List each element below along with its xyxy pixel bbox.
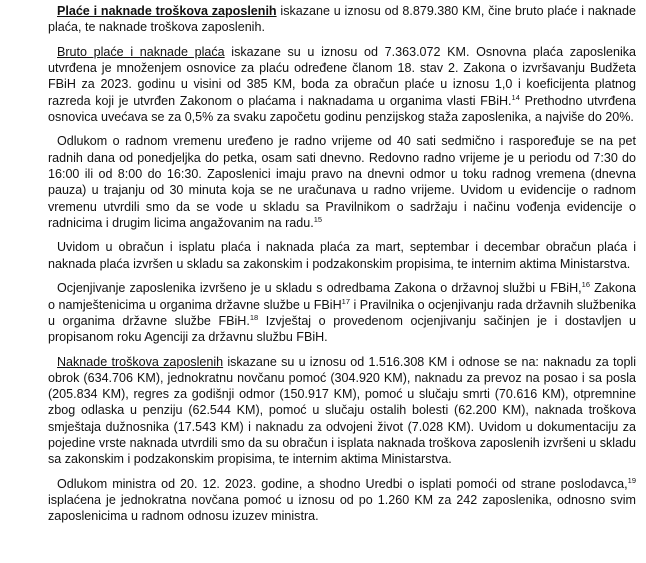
paragraph-salaries-total	[48, 3, 636, 36]
paragraph-payroll-review	[48, 239, 636, 272]
paragraph-gross-salaries	[48, 44, 636, 125]
paragraph-employee-expenses	[48, 354, 636, 468]
paragraph-text: Odlukom ministra od 20. 12. 2023. godine, a shodno Uredbi o isplati pomoći od strane poslodavca,	[57, 476, 628, 491]
footnote-ref-14[interactable]: 14	[511, 92, 520, 102]
footnote-ref-18[interactable]: 18	[249, 312, 259, 322]
footnote-ref-15[interactable]: 15	[313, 214, 323, 224]
paragraph-text: iskazane u iznosu od 8.879.380 KM, čine bruto plaće i naknade plaća, te naknade troškova zaposlenih.	[48, 4, 636, 35]
paragraph-text: iskazane su u iznosu od 1.516.308 KM i odnose se na: naknadu za topli obrok (634.706 KM), jednokratnu novčanu pomoć (304.920 KM), naknadu za prevoz na posao i sa posla (205.834 KM), regres za godišnji odmor (150.917 KM), pomoć u slučaju smrti (70.616 KM), otpremnine zbog odlaska u penziju (62.544 KM), pomoć u slučaju ostalih bolesti (62.200 KM), naknada troškova smještaja dužnosnika (17.543 KM) i naknadu za odvojeni život (7.028 KM). Uvidom u dokumentaciju za pojedine vrste naknada utvrdili smo da su obračun i isplata naknada troškova zaposlenih izvršeni u skladu sa zakonskim i podzakonskim propisima, te internim aktima Ministarstva.	[48, 354, 637, 467]
footnote-ref-19[interactable]: 19	[627, 475, 636, 485]
footnote-ref-17[interactable]: 17	[341, 296, 350, 306]
paragraph-text: Uvidom u obračun i isplatu plaća i naknada plaća za mart, septembar i decembar obračun plaća i naknada plaća izvršen u skladu sa zakonskim i podzakonskim propisima, te internim aktima Ministarstva.	[48, 240, 636, 271]
paragraph-text: iskazane su u iznosu od 7.363.072 KM. Osnovna plaća zaposlenika utvrđena je množenjem osnovice za plaću određene članom 18. stav 2. Zakona o izvršavanju Budžeta FBiH za 2023. godinu u visini od 385 KM, boda za obračun plaće u iznosu 1,0 i koeficijenta platnog razreda koji je utvrđen Zakonom o plaćama i naknadama u organima vlasti FBiH.	[48, 44, 636, 108]
paragraph-text-1: Ocjenjivanje zaposlenika izvršeno je u skladu s odredbama Zakona o državnoj službi u FBiH,	[57, 281, 582, 296]
paragraph-text: Odlukom o radnom vremenu uređeno je radno vrijeme od 40 sati sedmično i raspoređuje se na pet radnih dana od ponedjeljka do petka, osam sati dnevno. Redovno radno vrijeme je u periodu od 7:30 do 16:00 ili od 8:00 do 16:30. Zaposlenici imaju pravo na dnevni odmor u toku radnog vremena (dnevna pauza) u trajanju od 30 minuta koja se ne uračunava u radno vrijeme. Uvidom u evidencije o radnom vremenu utvrdili smo da se vode u skladu sa Pravilnikom o sadržaju i načinu vođenja evidencije o radnicima i drugim licima angažovanim na radu.	[48, 134, 636, 230]
paragraph-text-tail: Prethodno utvrđena osnovica uvećava se za 0,5% za svaku započetu godinu penzijskog staža zaposlenika, a najviše do 20%.	[48, 93, 636, 124]
paragraph-text-3: i Pravilnika o ocjenjivanju rada državnih službenika u organima državne službe FBiH.	[48, 297, 636, 328]
paragraph-employee-evaluation	[48, 280, 636, 345]
paragraph-text-2: Zakona o namještenicima u organima državne službe u FBiH	[48, 281, 636, 312]
paragraph-text-tail: isplaćena je jednokratna novčana pomoć u iznosu od po 1.260 KM za 242 zaposlenika, odnosno svim zaposlenicima u radnom odnosu izuzev ministra.	[48, 493, 636, 524]
term-employee-expenses: Naknade troškova zaposlenih	[57, 354, 224, 369]
paragraph-text-4: Izvještaj o provedenom ocjenjivanju sačinjen je i dostavljen u propisanom roku Agenciji za državnu službu FBiH.	[48, 313, 636, 345]
term-gross-salaries: Bruto plaće i naknade plaća	[57, 44, 225, 59]
paragraph-working-hours	[48, 133, 636, 231]
paragraph-one-time-aid	[48, 476, 636, 525]
footnote-ref-16[interactable]: 16	[581, 280, 590, 290]
term-salaries-and-expenses: Plaće i naknade troškova zaposlenih	[57, 4, 277, 18]
